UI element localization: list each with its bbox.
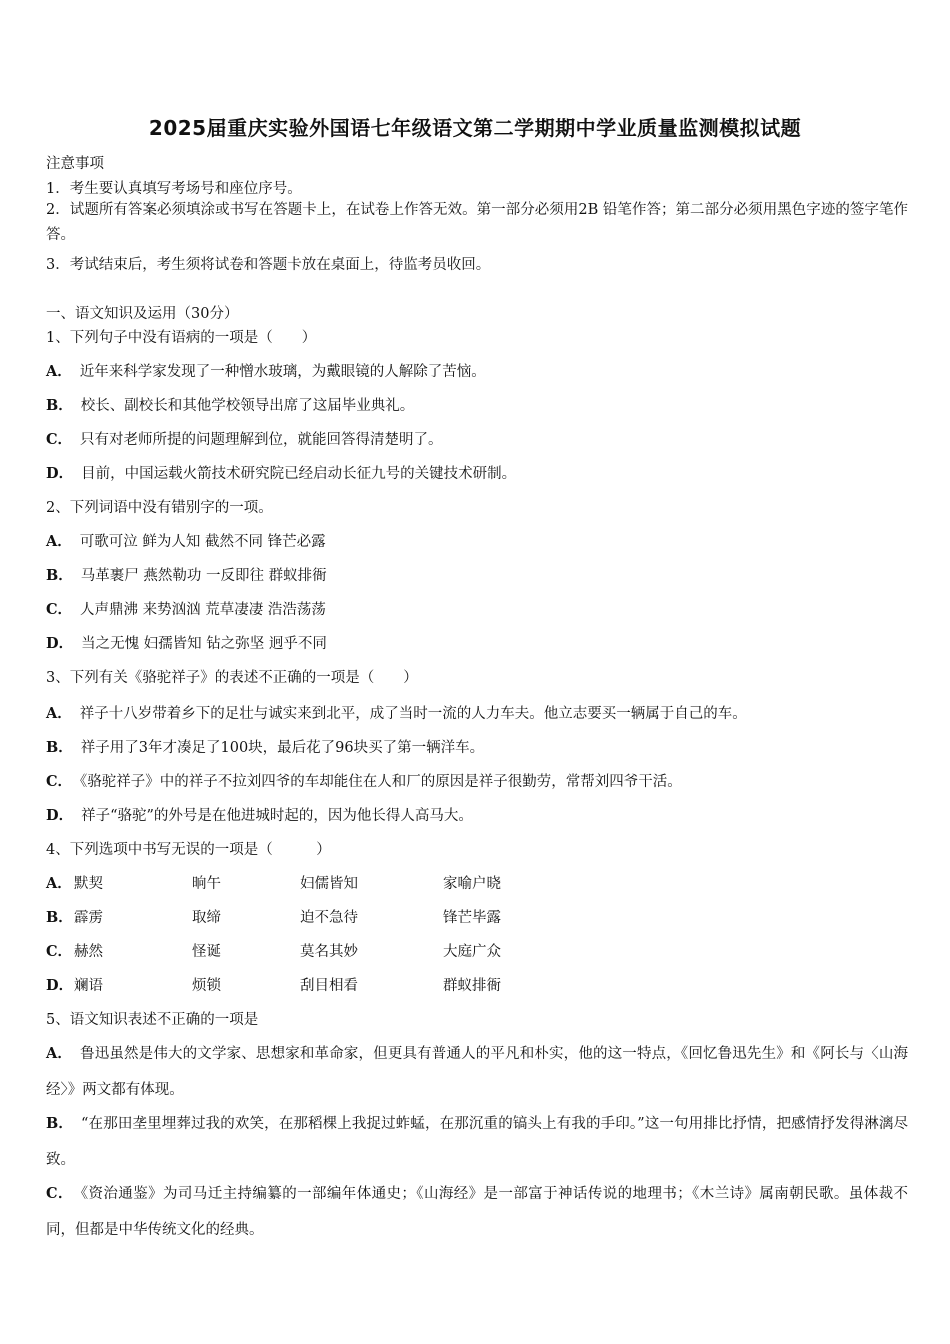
option-a: A． 近年来科学家发现了一种憎水玻璃，为戴眼镜的人解除了苦恼。 [46, 363, 486, 380]
option-row-d: D． 斓语 烦锁 刮目相看 群蚁排衙 [46, 977, 501, 994]
option-c: C． 《资治通鉴》为司马迁主持编纂的一部编年体通史；《山海经》是一部富于神话传说的地理书；《木兰诗》属南朝民歌。虽体裁不同，但都是中华传统文化的经典。 [46, 1185, 908, 1238]
option-c: C． 《骆驼祥子》中的祥子不拉刘四爷的车却能住在人和厂的原因是祥子很勤劳，常帮刘四爷干活。 [46, 773, 682, 790]
option-a: A． 鲁迅虽然是伟大的文学家、思想家和革命家，但更具有普通人的平凡和朴实，他的这一特点，《回忆鲁迅先生》和《阿长与〈山海经〉》两文都有体现。 [46, 1045, 908, 1098]
question-stem: 4、下列选项中书写无误的一项是（ ） [46, 842, 331, 858]
option-c: C． 人声鼎沸 来势汹汹 荒草凄凄 浩浩荡荡 [46, 601, 326, 618]
option-d: D． 目前，中国运载火箭技术研究院已经启动长征九号的关键技术研制。 [46, 465, 517, 482]
question-stem: 5、语文知识表述不正确的一项是 [46, 1012, 259, 1028]
option-row-c: C． 赫然 怪诞 莫名其妙 大庭广众 [46, 943, 501, 960]
notice-item: 2．试题所有答案必须填涂或书写在答题卡上，在试卷上作答无效。第一部分必须用2B 铅笔作答；第二部分必须用黑色字迹的签字笔作答。 [46, 202, 908, 243]
notice-item: 3．考试结束后，考生须将试卷和答题卡放在桌面上，待监考员收回。 [46, 257, 491, 273]
option-b: B． 校长、副校长和其他学校领导出席了这届毕业典礼。 [46, 397, 415, 414]
notice-item: 1．考生要认真填写考场号和座位序号。 [46, 181, 302, 197]
option-b: B． 祥子用了3年才凑足了100块，最后花了96块买了第一辆洋车。 [46, 739, 485, 756]
section-heading: 一、语文知识及运用（30分） [46, 306, 239, 322]
option-a: A． 祥子十八岁带着乡下的足壮与诚实来到北平，成了当时一流的人力车夫。他立志要买一辆属于自己的车。 [46, 705, 747, 722]
question-stem: 1、下列句子中没有语病的一项是（ ） [46, 330, 317, 346]
option-row-a: A． 默契 晌午 妇儒皆知 家喻户晓 [46, 875, 501, 892]
option-d: D． 祥子“骆驼”的外号是在他进城时起的，因为他长得人高马大。 [46, 807, 473, 824]
option-c: C． 只有对老师所提的问题理解到位，就能回答得清楚明了。 [46, 431, 443, 448]
option-row-b: B． 霹雳 取缔 迫不急待 锋芒毕露 [46, 909, 501, 926]
option-b: B． 马革裹尸 燕然勒功 一反即往 群蚁排衙 [46, 567, 327, 584]
question-stem: 3、下列有关《骆驼祥子》的表述不正确的一项是（ ） [46, 670, 418, 686]
notice-heading: 注意事项 [46, 156, 104, 172]
option-a: A． 可歌可泣 鲜为人知 截然不同 锋芒必露 [46, 533, 326, 550]
option-b: B． “在那田垄里埋葬过我的欢笑，在那稻棵上我捉过蚱蜢，在那沉重的镐头上有我的手印。”这一句用排比抒情，把感情抒发得淋漓尽致。 [46, 1115, 908, 1168]
page-title: 2025届重庆实验外国语七年级语文第二学期期中学业质量监测模拟试题 [148, 116, 802, 140]
option-d: D． 当之无愧 妇孺皆知 钻之弥坚 迥乎不同 [46, 635, 327, 652]
question-stem: 2、下列词语中没有错别字的一项。 [46, 500, 273, 516]
